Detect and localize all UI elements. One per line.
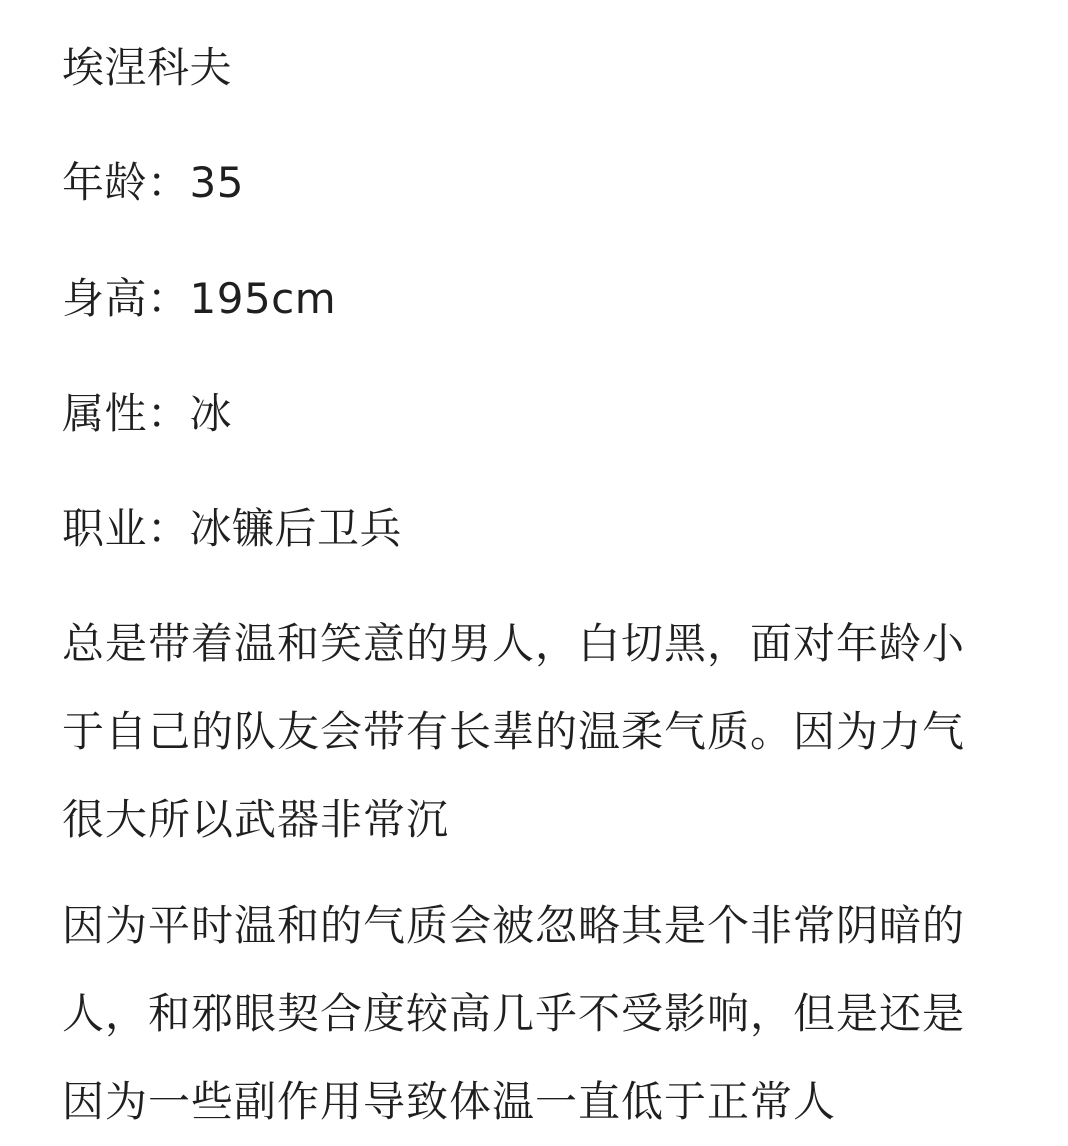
paragraph-1-line-1: 总是带着温和笑意的男人，白切黑，面对年龄小	[62, 619, 966, 668]
attribute-line: 属性：冰	[62, 389, 233, 438]
paragraph-1-line-3: 很大所以武器非常沉	[62, 795, 450, 844]
paragraph-2-line-1: 因为平时温和的气质会被忽略其是个非常阴暗的	[62, 901, 966, 950]
description-paragraph-1	[62, 600, 1012, 864]
paragraph-2-line-2: 人，和邪眼契合度较高几乎不受影响，但是还是	[62, 989, 966, 1038]
character-name: 埃涅科夫	[62, 43, 233, 92]
paragraph-2-line-3: 因为一些副作用导致体温一直低于正常人	[62, 1077, 837, 1126]
paragraph-1-line-2: 于自己的队友会带有长辈的温柔气质。因为力气	[62, 707, 966, 756]
age-line: 年龄：35	[62, 158, 244, 207]
height-line: 身高：195cm	[62, 274, 337, 323]
description-paragraph-2	[62, 882, 1012, 1146]
job-line: 职业：冰镰后卫兵	[62, 504, 403, 553]
